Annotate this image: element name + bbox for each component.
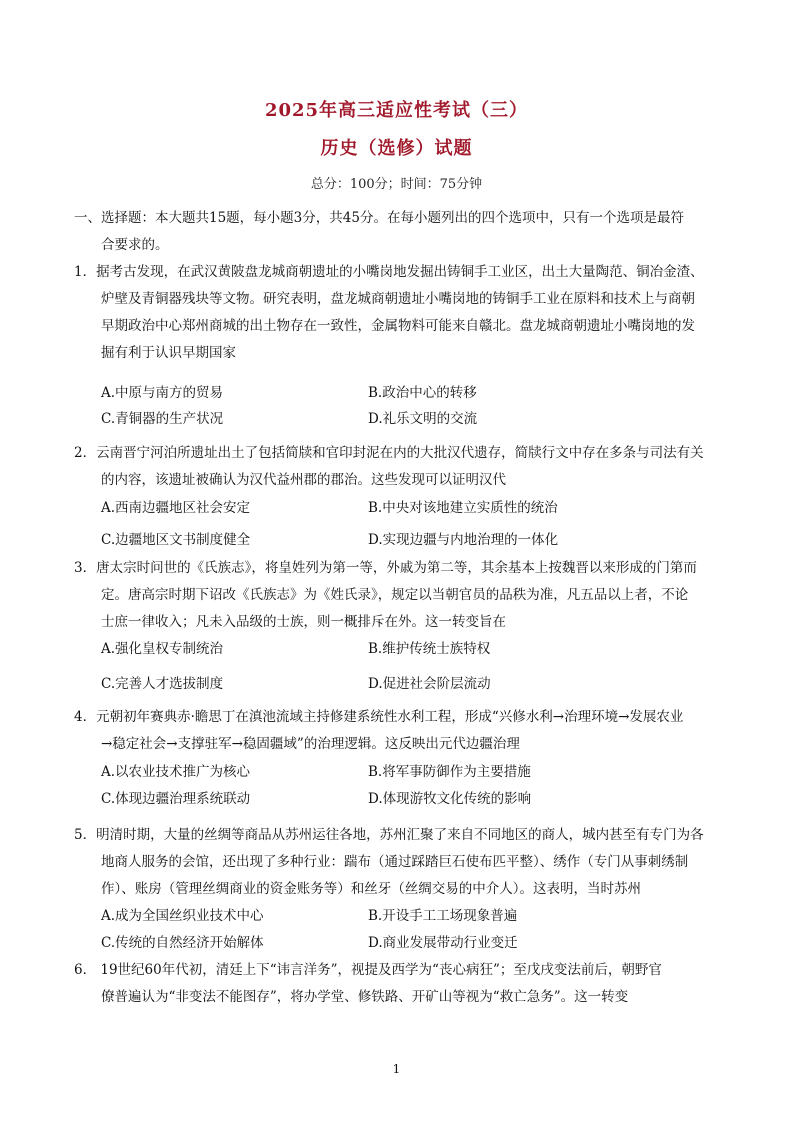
section-instruction: 一、选择题：本大题共15题，每小题3分，共45分。在每小题列出的四个选项中，只有一个选项是最符	[74, 210, 684, 226]
question-2-line: 2．云南晋宁河泊所遗址出土了包括简牍和官印封泥在内的大批汉代遗存，简牍行文中存在多条与司法有关	[74, 445, 704, 461]
question-5-option-d[interactable]: D.商业发展带动行业变迁	[368, 935, 518, 951]
question-6-line: 僚普遍认为“非变法不能图存”，将办学堂、修铁路、开矿山等视为“救亡急务”。这一转变	[101, 989, 629, 1005]
question-2-option-a[interactable]: A.西南边疆地区社会安定	[101, 500, 251, 516]
question-1-line: 掘有利于认识早期国家	[101, 345, 236, 361]
question-5-line: 地商人服务的会馆，还出现了多种行业：踹布（通过踩踏巨石使布匹平整）、绣作（专门从事刺绣制	[101, 854, 689, 870]
question-3-line: 士庶一律收入；凡未入品级的士族，则一概排斥在外。这一转变旨在	[101, 614, 506, 630]
question-4-line: 4．元朝初年赛典赤·瞻思丁在滇池流域主持修建系统性水利工程，形成“兴修水利→治理环境→发展农业	[74, 709, 684, 725]
question-4-line: →稳定社会→支撑驻军→稳固疆域”的治理逻辑。这反映出元代边疆治理	[101, 736, 520, 752]
question-2-line: 的内容，该遗址被确认为汉代益州郡的郡治。这些发现可以证明汉代	[101, 472, 506, 488]
question-1-line: 1．据考古发现，在武汉黄陂盘龙城商朝遗址的小嘴岗地发掘出铸铜手工业区，出土大量陶范、铜冶金渣、	[74, 264, 704, 280]
page-number: 1	[392, 1062, 401, 1076]
question-3-line: 定。唐高宗时期下诏改《氏族志》为《姓氏录》，规定以当朝官员的品秩为准，凡五品以上者，不论	[101, 587, 689, 603]
question-2-option-b[interactable]: B.中央对该地建立实质性的统治	[368, 500, 558, 516]
exam-subject: 历史（选修）试题	[320, 138, 473, 159]
question-1-option-c[interactable]: C.青铜器的生产状况	[101, 411, 224, 427]
question-3-option-c[interactable]: C.完善人才选拔制度	[101, 676, 224, 692]
question-4-option-c[interactable]: C.体现边疆治理系统联动	[101, 791, 251, 807]
question-5-option-c[interactable]: C.传统的自然经济开始解体	[101, 935, 264, 951]
question-2-option-d[interactable]: D.实现边疆与内地治理的一体化	[368, 532, 559, 548]
question-3-line: 3．唐太宗时问世的《氏族志》，将皇姓列为第一等，外戚为第二等，其余基本上按魏晋以来形成的门第而	[74, 560, 697, 576]
question-1-line: 炉壁及青铜器残块等文物。研究表明，盘龙城商朝遗址小嘴岗地的铸铜手工业在原料和技术上与商朝	[101, 291, 695, 307]
question-3-option-a[interactable]: A.强化皇权专制统治	[101, 641, 224, 657]
section-instruction-cont: 合要求的。	[101, 237, 169, 253]
question-2-option-c[interactable]: C.边疆地区文书制度健全	[101, 532, 251, 548]
exam-meta: 总分：100分；时间：75分钟	[310, 177, 483, 192]
question-4-option-b[interactable]: B.将军事防御作为主要措施	[368, 764, 531, 780]
question-5-option-b[interactable]: B.开设手工工场现象普遍	[368, 908, 518, 924]
question-6-line: 6． 19世纪60年代初，清廷上下“讳言洋务”，视提及西学为“丧心病狂”；至戊戌变法前后，朝野官	[74, 962, 662, 978]
question-4-option-d[interactable]: D.体现游牧文化传统的影响	[368, 791, 532, 807]
question-5-line: 5．明清时期，大量的丝绸等商品从苏州运往各地，苏州汇聚了来自不同地区的商人，城内甚至有专门为各	[74, 827, 704, 843]
question-1-option-a[interactable]: A.中原与南方的贸易	[101, 385, 224, 401]
question-4-option-a[interactable]: A.以农业技术推广为核心	[101, 764, 251, 780]
question-5-option-a[interactable]: A.成为全国丝织业技术中心	[101, 908, 264, 924]
question-1-line: 早期政治中心郑州商城的出土物存在一致性，金属物料可能来自赣北。盘龙城商朝遗址小嘴岗地的发	[101, 318, 695, 334]
exam-title: 2025年高三适应性考试（三）	[264, 100, 529, 121]
question-5-line: 作）、账房（管理丝绸商业的资金账务等）和丝牙（丝绸交易的中介人）。这表明，当时苏州	[101, 881, 641, 897]
question-3-option-d[interactable]: D.促进社会阶层流动	[368, 676, 491, 692]
question-3-option-b[interactable]: B.维护传统士族特权	[368, 641, 491, 657]
question-1-option-b[interactable]: B.政治中心的转移	[368, 385, 477, 401]
question-1-option-d[interactable]: D.礼乐文明的交流	[368, 411, 478, 427]
